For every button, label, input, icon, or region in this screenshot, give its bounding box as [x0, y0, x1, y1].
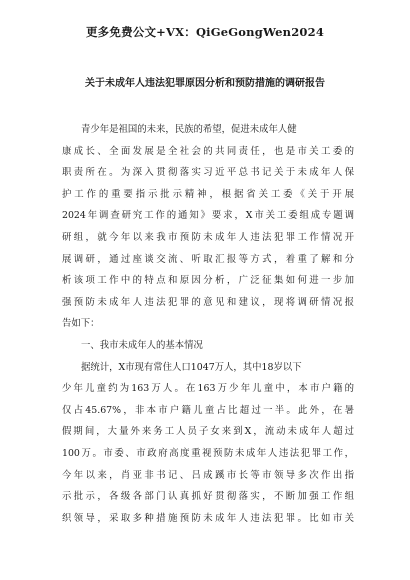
body-line: 100万。市委、市政府高度重视预防未成年人违法犯罪工作，	[62, 447, 354, 459]
body-line: 据统计，X市现有常住人口1047万人，其中18岁以下	[81, 361, 302, 373]
body-line: 青少年是祖国的未来，民族的希望，促进未成年人健	[81, 124, 297, 135]
body-line: 析该项工作中的特点和原因分析，广泛征集如何进一步加	[62, 275, 354, 287]
section-heading: 一、我市未成年人的基本情况	[81, 339, 203, 351]
body-line: 展调研，通过座谈交流、听取汇报等方式，着重了解和分	[62, 253, 354, 265]
page-header: 更多免费公文+VX：QiGeGongWen2024	[85, 25, 325, 39]
body-line: 少年儿童约为163万人。在163万少年儿童中，本市户籍的	[62, 383, 354, 395]
body-line: 2024年调查研究工作的通知》要求，X市关工委组成专题调	[62, 210, 354, 222]
body-line: 告如下：	[62, 318, 100, 330]
body-line: 强预防未成年人违法犯罪的意见和建议，现将调研情况报	[62, 296, 354, 308]
body-line: 康成长、全面发展是全社会的共同责任，也是市关工委的	[62, 145, 354, 157]
body-line: 职责所在。为深入贯彻落实习近平总书记关于未成年人保	[62, 167, 354, 179]
body-line: 仅占45.67%，非本市户籍儿童占比超过一半。此外，在暑	[62, 404, 354, 416]
body-line: 研组，就今年以来我市预防未成年人违法犯罪工作情况开	[62, 231, 354, 243]
body-line: 今年以来，肖亚非书记、吕成蹊市长等市领导多次作出指	[62, 469, 354, 481]
document-body	[62, 119, 354, 529]
body-line: 示批示，各级各部门认真抓好贯彻落实，不断加强工作组	[62, 491, 354, 503]
body-line: 护工作的重要指示批示精神，根据省关工委《关于开展	[62, 188, 354, 200]
document-title: 关于未成年人违法犯罪原因分析和预防措施的调研报告	[85, 78, 325, 89]
body-line: 假期间，大量外来务工人员子女来到X，流动未成年人超过	[62, 426, 354, 438]
body-line: 织领导，采取多种措施预防未成年人违法犯罪。比如市关	[62, 512, 354, 524]
